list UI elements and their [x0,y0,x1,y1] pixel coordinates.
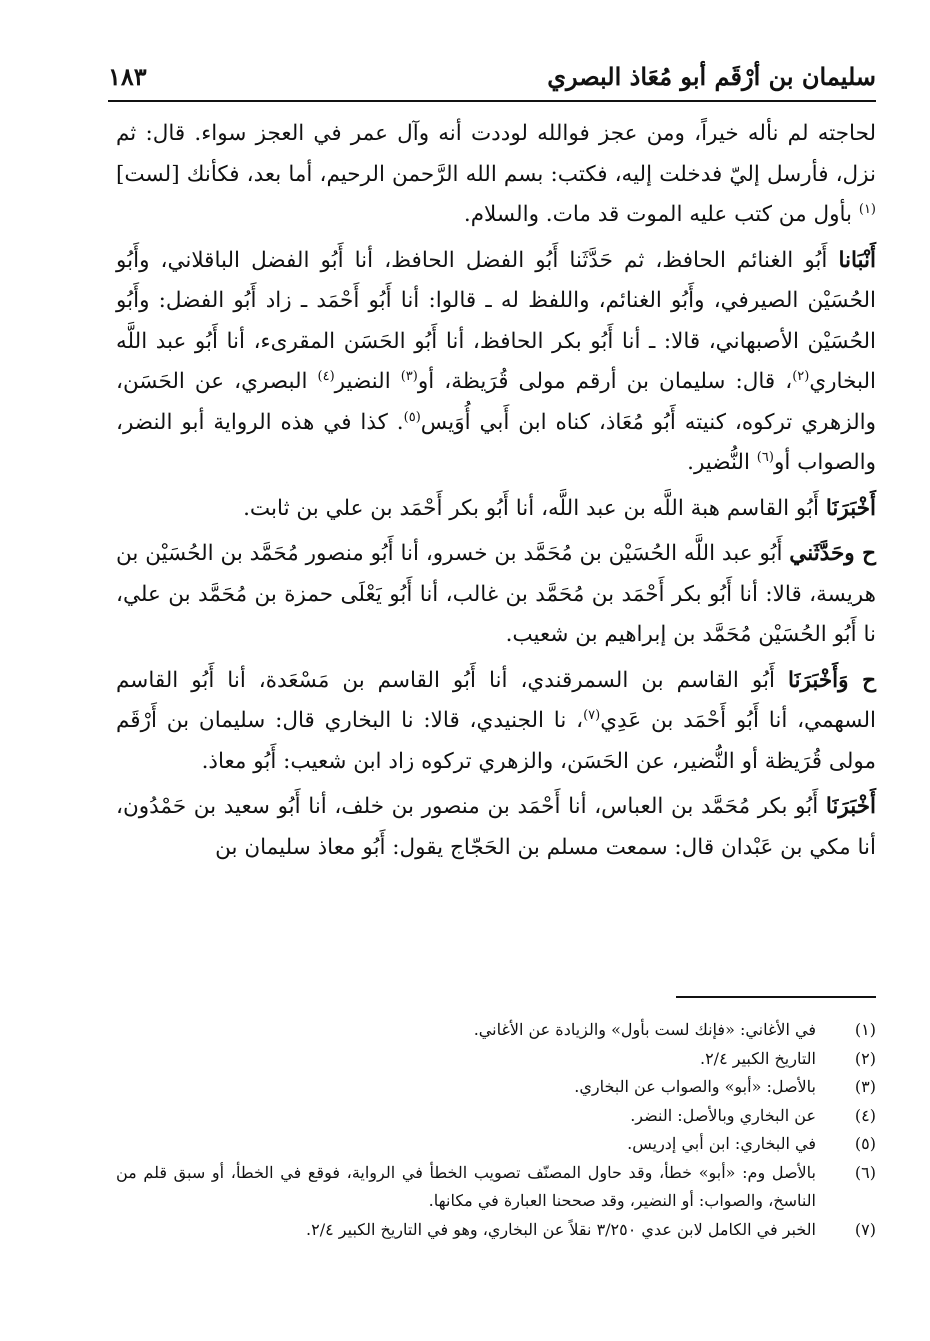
footnote-number: (٤) [854,1105,876,1125]
paragraph [116,534,876,656]
text-run: بأول من كتب عليه الموت قد مات. والسلام. [463,202,853,227]
footnote-ref: (٦) [756,449,774,465]
footnote-text: بالأصل وم: «أبو» خطأ، وقد حاول المصنّف تصويب الخطأ في الرواية، فوقع في الخطأ، أو سبق قلم من الناسخ، والصواب: أو النضير، وقد صححنا العبارة في مكانها. [116,1162,816,1210]
footnote-text: الخبر في الكامل لابن عدي ٣/٢٥٠ نقلاً عن البخاري، وهو في التاريخ الكبير ٢/٤. [306,1219,816,1239]
footnote-number: (٥) [854,1134,876,1153]
transmission-term: أَنْبَانا [838,247,876,273]
page-number: ١٨٣ [108,61,147,91]
footnote-text: في الأغاني: «فإنك لست بأول» والزيادة عن الأغاني. [473,1020,816,1039]
footnote-number: (٧) [854,1219,876,1239]
text-run: ، قال: سليمان بن أرقم مولى قُرَيظة، أو [417,369,793,394]
footnote-number: (٦) [854,1162,876,1182]
text-run: أَبُو بكر مُحَمَّد بن العباس، أنا أَحْمَد بن منصور بن خلف، أنا أَبُو سعيد بن حَمْدُون، أنا مكي بن عَبْدان قال: سمعت مسلم بن الحَجّاج يقول: أَبُو معاذ سليمان بن [116,794,876,860]
text-run: البصري، عن الحَسَن، والزهري تركوه، كنيته أَبُو مُعَاذ، كناه ابن أَبي أُوَيس [116,369,876,435]
footnote-text: التاريخ الكبير ٢/٤. [699,1048,816,1068]
footnotes [116,1016,876,1244]
footnote-ref: (٣) [400,368,418,384]
transmission-term: أَخْبَرَنَا [825,495,876,521]
text-run: ، نا الجنيدي، قالا: نا البخاري قال: سليمان بن أَرْقَم مولى قُرَيظة أو النُّضير، عن الحَسَن، والزهري تركوه زاد ابن شعيب: أَبُو معاذ. [116,708,876,774]
footnote [116,1016,876,1045]
text-run: . كذا في هذه الرواية أبو النضر، والصواب أو [116,409,876,475]
main-text [116,114,876,873]
footnote-ref: (٤) [317,368,335,384]
footnote [116,1159,876,1216]
footnote-number: (٢) [854,1048,876,1068]
footnote-text: عن البخاري وبالأصل: النضر. [630,1105,816,1125]
text-run: أَبُو القاسم بن السمرقندي، أنا أَبُو القاسم بن مَسْعَدة، أنا أَبُو القاسم السهمي، أنا أَبُو أَحْمَد بن عَدِي [116,667,877,733]
footnote [116,1216,876,1245]
transmission-term: ح وَأَخْبَرَنَا [787,667,876,693]
footnote [116,1073,876,1102]
text-run: النضير [334,369,391,394]
text-run: لحاجته لم نأله خيراً، ومن عجز فوالله لوددت أنه وآل عمر في العجز سواء. قال: ثم نزل، فأرسل إليّ فدخلت إليه، فكتب: بسم الله الرَّحمن الرحيم، أما بعد، فكأنك [لست] [116,121,876,187]
text-run: أَبُو عبد اللَّه الحُسَيْن بن مُحَمَّد بن خسرو، أنا أَبُو منصور مُحَمَّد بن الحُسَيْن بن هريسة، قالا: أنا أَبُو بكر أَحْمَد بن مُحَمَّد بن غالب، أنا أَبُو يَعْلَى حمزة بن مُحَمَّد بن علي، نا أَبُو الحُسَيْن مُحَمَّد بن إبراهيم بن شعيب. [116,541,876,647]
paragraph [116,661,876,783]
footnote-text: بالأصل: «أبو» والصواب عن البخاري. [574,1077,816,1096]
footnote-text: في البخاري: ابن أبي إدريس. [627,1134,816,1153]
text-run: النُّضير. [687,450,750,475]
footnote [116,1130,876,1159]
running-title: سليمان بن أرْقَم أبو مُعَاذ البصري [547,61,876,91]
footnote-divider [676,996,876,998]
footnote-ref: (٧) [583,707,601,723]
page-header [108,52,876,102]
footnote-ref: (١) [858,201,876,217]
transmission-term: ح وحَدَّثَني [789,541,876,566]
footnote-ref: (٥) [403,409,421,425]
paragraph [116,114,876,236]
footnote [116,1102,876,1131]
paragraph [116,489,876,530]
paragraph [116,241,876,484]
transmission-term: أَخْبَرَنَا [825,794,876,819]
footnote-number: (١) [854,1020,876,1039]
text-run: أَبُو الغنائم الحافظ، ثم حَدَّثَنا أَبُو الفضل الحافظ، أنا أَبُو الفضل الباقلاني، وأَبُو الحُسَيْن الصيرفي، وأَبُو الغنائم، واللفظ له ـ قالوا: أنا أَبُو أَحْمَد ـ زاد أَبُو الفضل: وأَبُو الحُسَيْن الأصبهاني، قالا: ـ أنا أَبُو بكر الحافظ، أنا أَبُو الحَسَن المقرىء، أنا أَبُو عبد اللَّه البخاري [116,247,876,394]
text-run: أَبُو القاسم هبة اللَّه بن عبد اللَّه، أنا أَبُو بكر أَحْمَد بن علي بن ثابت. [243,495,819,521]
footnote-ref: (٢) [792,368,810,384]
footnote-number: (٣) [854,1077,876,1096]
footnote [116,1045,876,1074]
paragraph [116,787,876,868]
